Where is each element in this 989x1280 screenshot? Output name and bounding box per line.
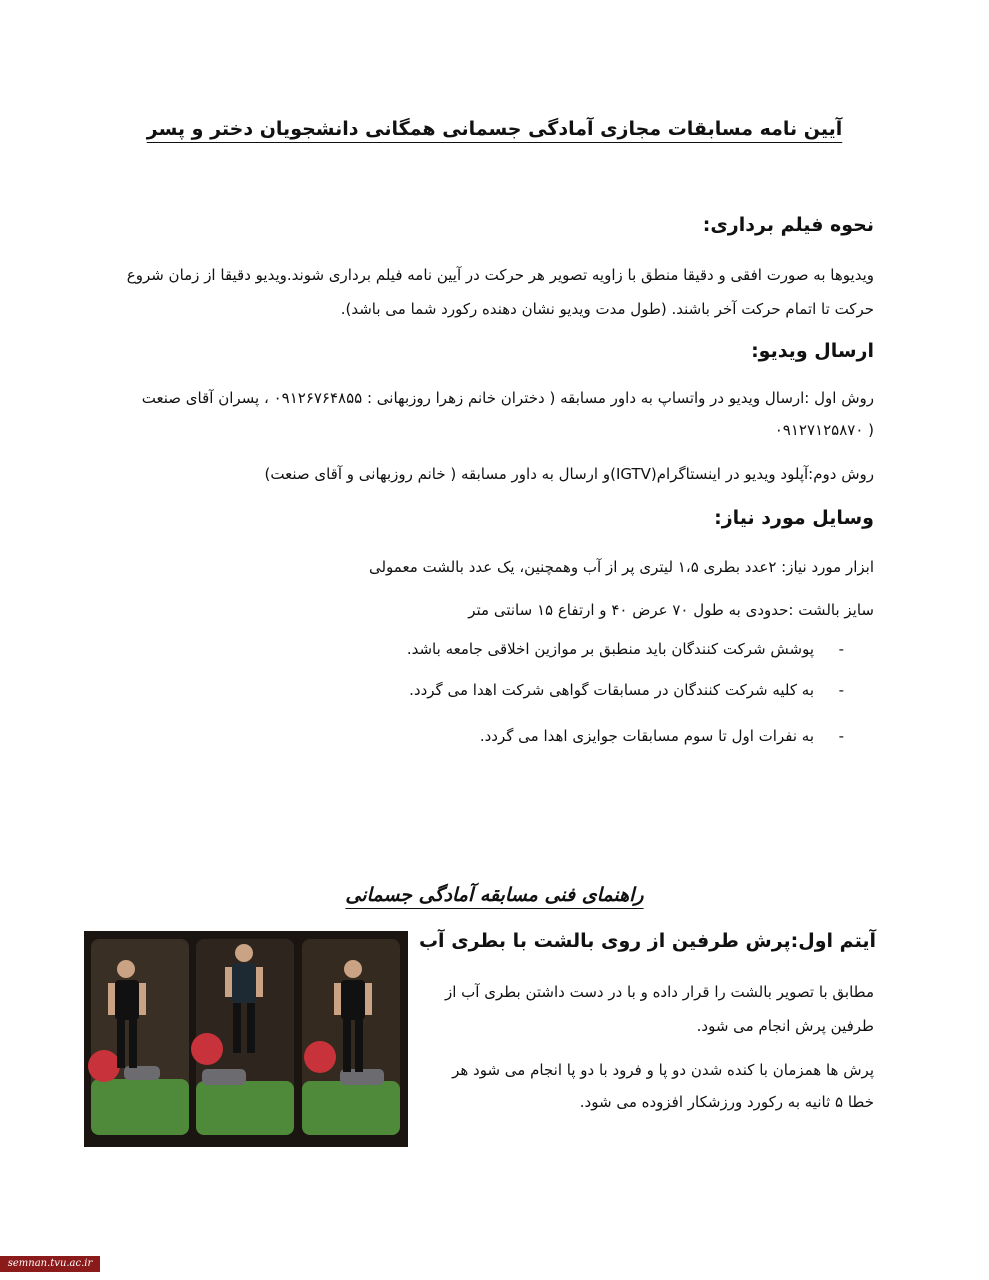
dash-bullet: - (838, 681, 844, 699)
rules-list-item (124, 727, 844, 745)
photo-panel-right (302, 939, 400, 1135)
filming-heading: نحوه فیلم برداری: (702, 214, 874, 236)
rules-list-item (124, 640, 844, 658)
sending-method1-line2: ( ۰۹۱۲۷۱۲۵۸۷۰ (774, 421, 874, 439)
photo-panel-middle (191, 939, 294, 1135)
dash-bullet: - (838, 640, 844, 658)
exercise-photo (84, 931, 408, 1147)
equipment-tools: ابزار مورد نیاز: ۲عدد بطری ۱،۵ لیتری پر از آب وهمچنین، یک عدد بالشت معمولی (368, 558, 874, 576)
site-logo: semnan.tvu.ac.ir (0, 1256, 100, 1272)
document-title: آیین نامه مسابقات مجازی آمادگی جسمانی همگانی دانشجویان دختر و پسر (146, 118, 843, 140)
equipment-pillow-size: سایز بالشت :حدودی به طول ۷۰ عرض ۴۰ و ارتفاع ۱۵ سانتی متر (468, 601, 874, 619)
exercise-photo-illustration (84, 931, 408, 1147)
rules-list (124, 640, 844, 745)
equipment-heading: وسایل مورد نیاز: (714, 507, 874, 529)
item1-heading: آیتم اول:پرش طرفین از روی بالشت با بطری آب (418, 930, 876, 952)
item1-paragraph1-line2: طرفین پرش انجام می شود. (696, 1017, 874, 1035)
sending-method2: روش دوم:آپلود ویدیو در اینستاگرام(IGTV)و ارسال به داور مسابقه ( خانم روزبهانی و آقای صنعت) (264, 465, 874, 483)
photo-panel-left (88, 939, 189, 1135)
rule-text: پوشش شرکت کنندگان باید منطبق بر موازین اخلاقی جامعه باشد. (406, 640, 814, 658)
item1-paragraph1-line1: مطابق با تصویر بالشت را قرار داده و با در دست داشتن بطری آب از (444, 983, 874, 1001)
dash-bullet: - (838, 727, 844, 745)
item1-paragraph2-line1: پرش ها همزمان با کنده شدن دو پا و فرود با دو پا انجام می شود هر (452, 1061, 874, 1079)
rule-text: به کلیه شرکت کنندگان در مسابقات گواهی شرکت اهدا می گردد. (409, 681, 814, 699)
sending-heading: ارسال ویدیو: (751, 340, 874, 362)
technical-guide-title: راهنمای فنی مسابقه آمادگی جسمانی (345, 884, 644, 906)
item1-paragraph2-line2: خطا ۵ ثانیه به رکورد ورزشکار افزوده می شود. (579, 1093, 874, 1111)
rule-text: به نفرات اول تا سوم مسابقات جوایزی اهدا می گردد. (479, 727, 814, 745)
rules-list-item (124, 681, 844, 699)
filming-text-line2: حرکت تا اتمام حرکت آخر باشند. (طول مدت ویدیو نشان دهنده رکورد شما می باشد). (340, 300, 874, 318)
filming-text-line1: ویدیوها به صورت افقی و دقیقا منطق با زاویه تصویر هر حرکت در آیین نامه فیلم برداری شوند.ویدیو دقیقا از زمان شروع (126, 266, 874, 284)
sending-method1-line1: روش اول :ارسال ویدیو در واتساپ به داور مسابقه ( دختران خانم زهرا روزبهانی : ۰۹۱۲۶۷۶۴۸۵۵ ، پسران آقای صنعت (141, 389, 874, 407)
